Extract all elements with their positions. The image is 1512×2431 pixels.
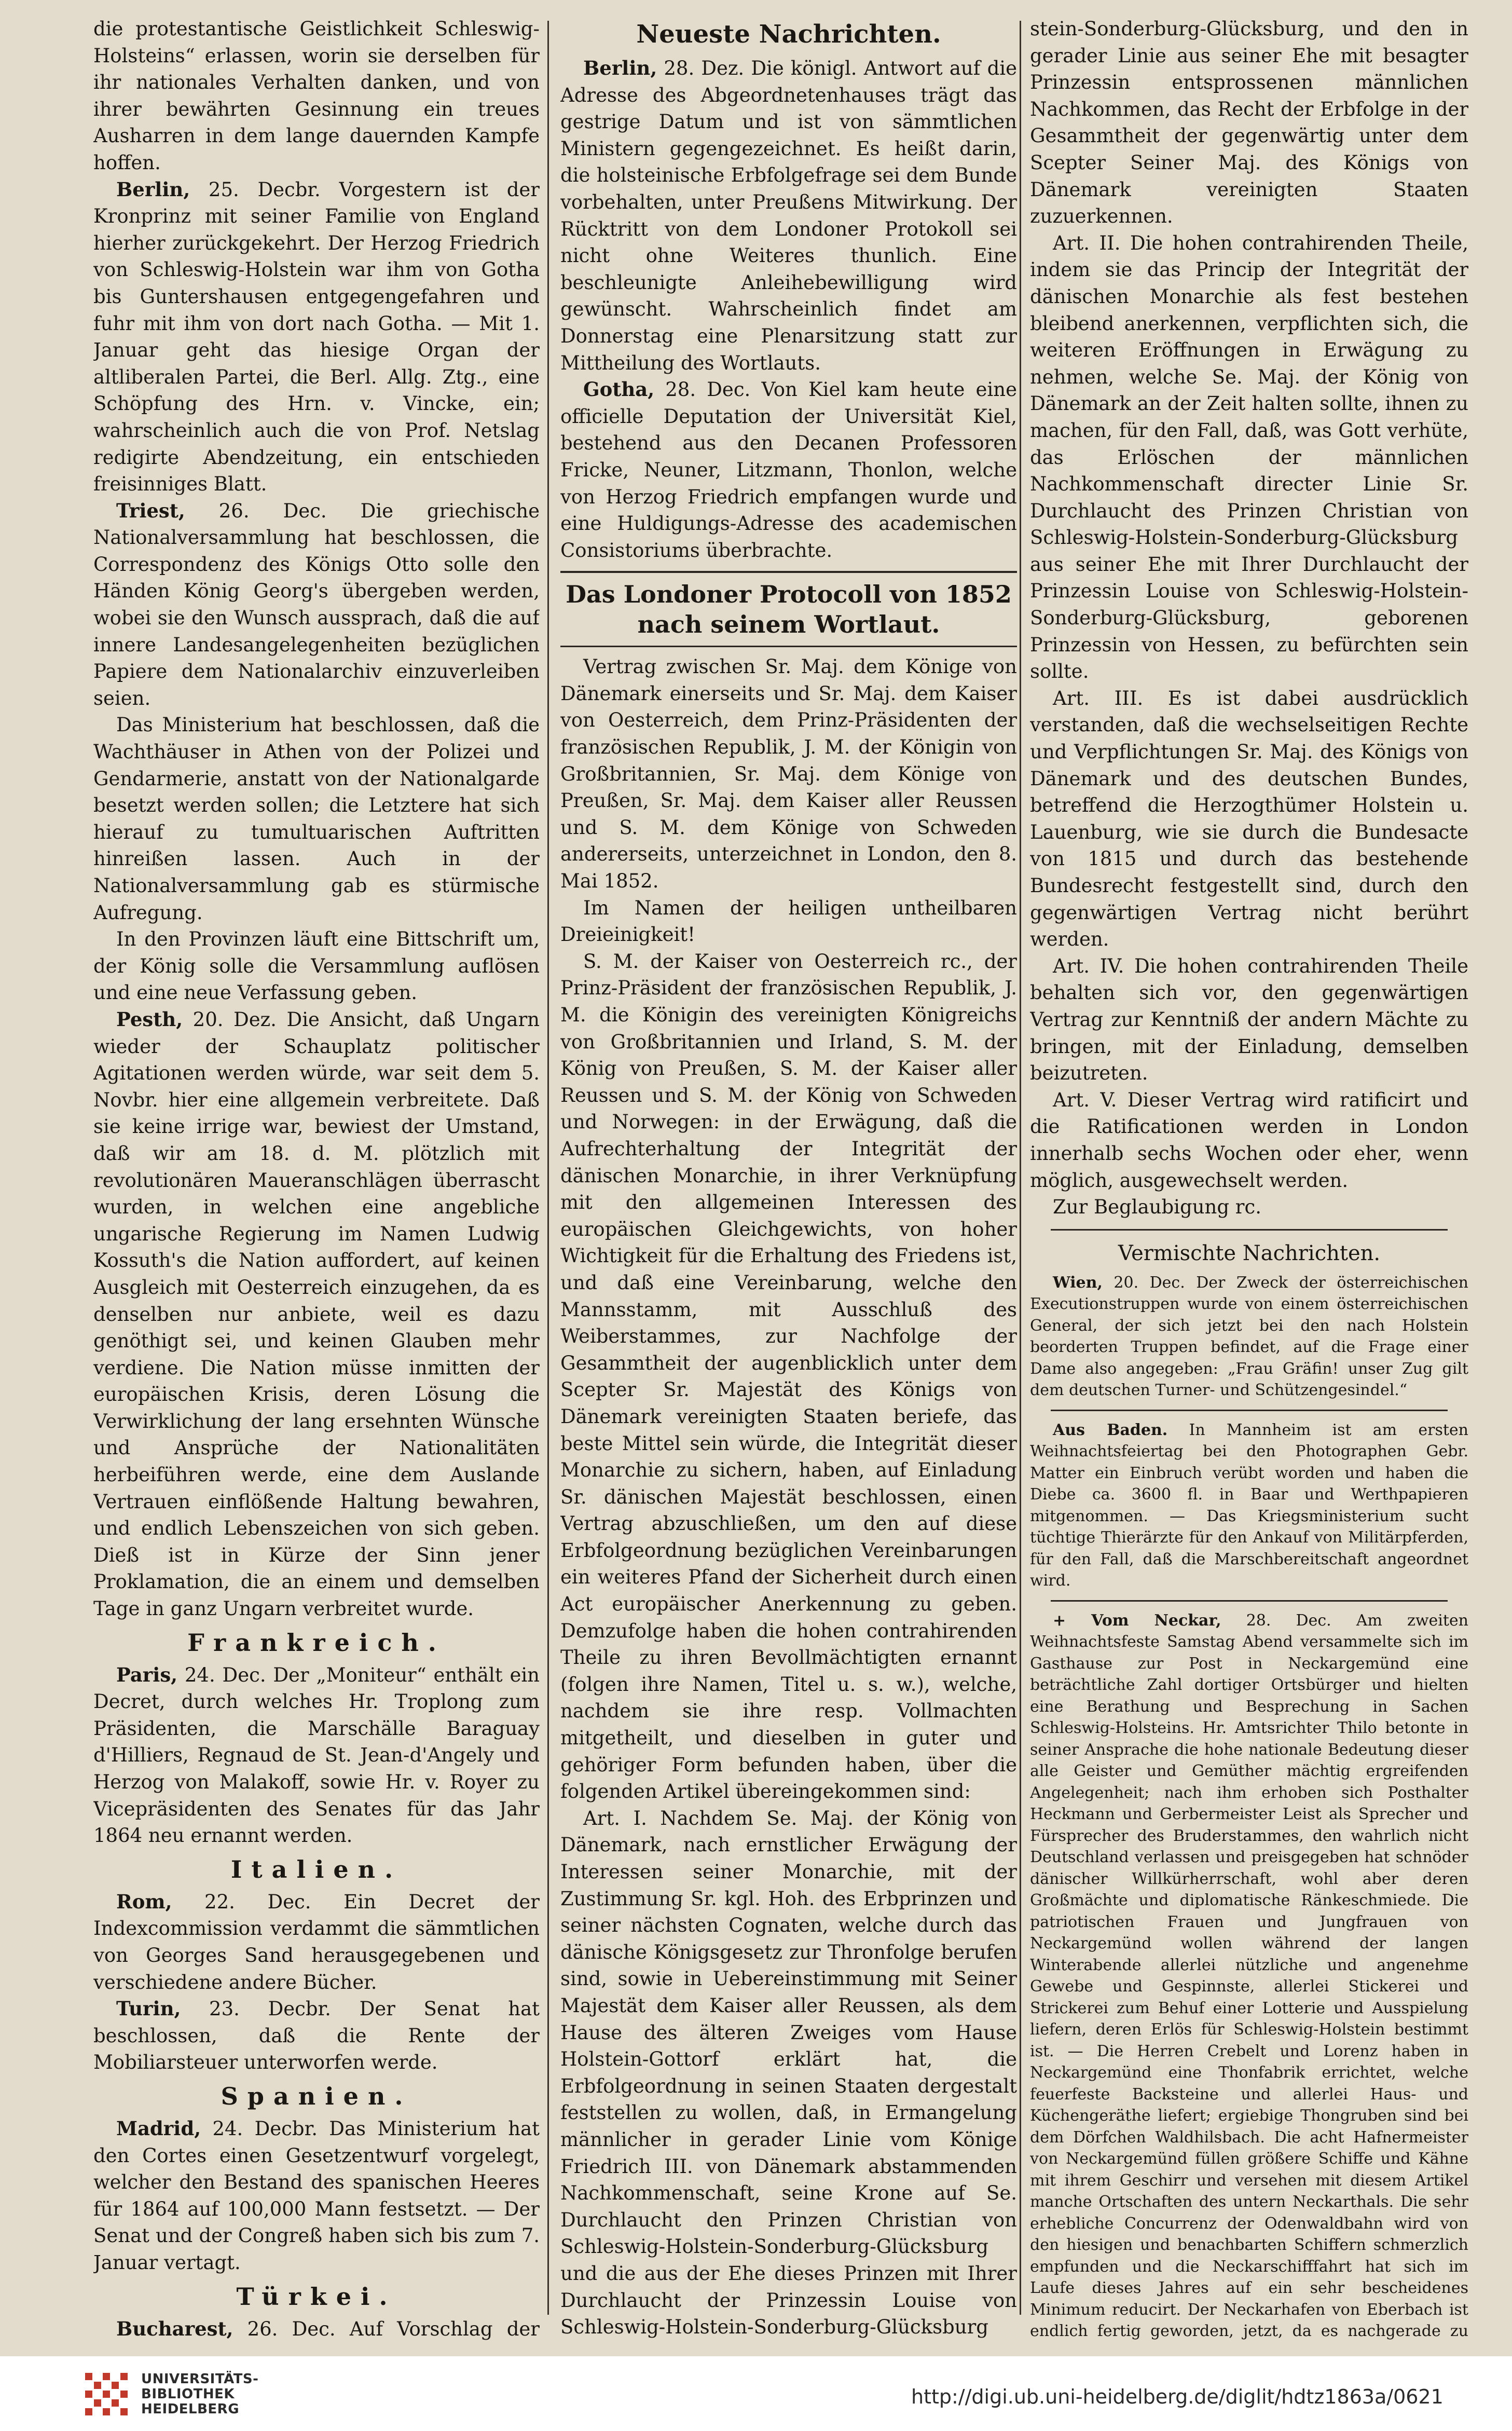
article-text: Vertrag zwischen Sr. Maj. dem Könige von Dänemark einerseits und Sr. Maj. dem Kaiser von Oesterreich, dem Prinz-Präsidenten der französischen Republik, J. M. der Königin von Großbritannien, Sr. Maj. dem Könige von Preußen, Sr. Maj. dem Kaiser aller Reussen und S. M. dem Könige von Schweden andererseits, unterzeichnet in London, den 8. Mai 1852. [560,655,1017,893]
university-library-logo-icon [82,2370,130,2418]
dateline-place: Bucharest, [116,2317,233,2340]
dateline-place: + Vom Neckar, [1053,1611,1221,1630]
document-url[interactable]: http://digi.ub.uni-heidelberg.de/diglit/hdtz1863a/0621 [911,2385,1444,2408]
article-text: In Mannheim ist am ersten Weihnachtsfeiertag bei den Photographen Gebr. Matter ein Einbruch verübt worden und haben die Diebe ca. 3600 fl. in Baar und Werthpapieren mitgenommen. — Das Kriegsministerium sucht tüchtige Thierärzte für den Ankauf von Militärpferden, für den Fall, daß die Marschbereitschaft angeordnet wird. [1030,1421,1468,1590]
article-text: die protestantische Geistlichkeit Schleswig-Holsteins“ erlassen, worin sie derselben für ihr nationales Verhalten danken, und von ihrer bewährten Gesinnung ein treues Ausharren in dem lange dauernden Kampfe hoffen. [93,18,540,174]
section-heading-vermischte: Vermischte Nachrichten. [1118,1241,1381,1265]
article-text: Das Ministerium hat beschlossen, daß die Wachthäuser in Athen von der Polizei und Gendarmerie, anstatt von der Nationalgarde besetzt werden sollen; die Letztere hat sich hierauf zu tumultuarischen Auftritten hinreißen lassen. Auch in der Nationalversammlung gab es stürmische Aufregung. [93,714,540,924]
column-2 [560,16,1017,2341]
divider [1051,1410,1448,1411]
article-text: 23. Decbr. Der Senat hat beschlossen, daß die Rente der Mobiliarsteuer unterworfen werde. [93,1998,540,2074]
section-heading-neueste-nachrichten: Neueste Nachrichten. [636,20,941,49]
column-rule [547,21,549,2315]
column-3 [1030,16,1468,2341]
footer-bar [0,2356,1512,2431]
column-rule [1020,21,1021,2315]
article-text: S. M. der Kaiser von Oesterreich rc., der Prinz-Präsident der französischen Republik, J. M. die Königin des vereinigten Königreichs von Großbritannien und Irland, S. M. der König von Preußen, S. M. der Kaiser aller Reussen und S. M. der König von Schweden und Norwegen: in der Erwägung, daß die Aufrechterhaltung der Integrität der dänischen Monarchie, in ihrer Verknüpfung mit den allgemeinen Interessen des europäischen Gleichgewichts, von hoher Wichtigkeit für die Erhaltung des Friedens ist, und daß eine Vereinbarung, welche den Mannsstamm, mit Ausschluß des Weiberstammes, zur Nachfolge der Gesammtheit der augenblicklich unter dem Scepter Sr. Majestät des Königs von Dänemark vereinigten Staaten beriefe, das beste Mittel sein würde, die Integrität dieser Monarchie zu sichern, haben, auf Einladung Sr. dänischen Majestät beschlossen, einen Vertrag abzuschließen, um den auf diese Erbfolgeordnung bezüglichen Vereinbarungen ein weiteres Pfand der Sicherheit durch einen Act europäischer Anerkennung zu geben. Demzufolge haben die hohen contrahirenden Theile zu ihren Bevollmächtigten ernannt (folgen ihre Namen, Titel u. s. w.), welche, nachdem sie ihre resp. Vollmachten mitgetheilt, und dieselben in guter und gehöriger Form befunden haben, über die folgenden Artikel übereingekommen sind: [560,950,1017,1803]
library-name-line: BIBLIOTHEK [141,2386,235,2402]
article-text: 28. Dec. Von Kiel kam heute eine officielle Deputation der Universität Kiel, bestehend aus den Decanen Professoren Fricke, Neuner, Litzmann, Thonlon, welche von Herzog Friedrich empfangen wurde und eine Huldigungs-Adresse des academischen Consistoriums überbrachte. [560,378,1017,562]
section-heading-frankreich: Frankreich. [187,1628,446,1657]
article-text: 26. Dec. Die griechische Nationalversammlung hat beschlossen, die Correspondenz des Königs Otto solle den Händen König Georg's übergeben werden, wobei sie den Wunsch aussprach, daß die auf innere Landesangelegenheiten bezüglichen Papiere dem Nationalarchiv einzuverleiben seien. [93,499,540,709]
article-text: 24. Dec. Der „Moniteur“ enthält ein Decret, durch welches Hr. Troplong zum Präsidenten, die Marschälle Baraguay d'Hilliers, Regnaud de St. Jean-d'Angely und Herzog von Malakoff, sowie Hr. v. Royer zu Vicepräsidenten des Senates für das Jahr 1864 neu ernannt werden. [93,1663,540,1847]
section-heading-tuerkei: Türkei. [236,2282,397,2311]
dateline-place: Gotha, [583,378,655,401]
dateline-place: Aus Baden. [1053,1421,1168,1439]
dateline-place: Berlin, [116,177,190,201]
library-name-line: HEIDELBERG [141,2401,240,2417]
article-text: 24. Decbr. Das Ministerium hat den Cortes einen Gesetzentwurf vorgelegt, welcher den Bestand des spanischen Heeres für 1864 auf 100,000 Mann festsetzt. — Der Senat und der Congreß haben sich bis zum 7. Januar vertagt. [93,2117,540,2274]
article-text: Art. V. Dieser Vertrag wird ratificirt und die Ratificationen werden in London innerhalb sechs Wochen oder eher, wenn möglich, ausgewechselt werden. [1030,1088,1468,1192]
article-text: stein-Sonderburg-Glücksburg, und den in gerader Linie aus seiner Ehe mit besagter Prinzessin entsprossenen männlichen Nachkommen, das Recht der Erbfolge in der Gesammtheit der gegenwärtig unter dem Scepter Seiner Maj. des Königs von Dänemark vereinigten Staaten zuzuerkennen. [1030,18,1468,228]
article-text: 26. Dec. Auf Vorschlag der [247,2317,540,2340]
library-name [141,2372,258,2417]
article-text: In den Provinzen läuft eine Bittschrift um, der König solle die Versammlung auflösen und eine neue Verfassung geben. [93,928,540,1004]
article-text: Art. III. Es ist dabei ausdrücklich verstanden, daß die wechselseitigen Rechte und Verpflichtungen Sr. Maj. des Königs von Dänemark und des deutschen Bundes, betreffend die Herzogthümer Holstein u. Lauenburg, wie sie durch die Bundesacte von 1815 und durch das bestehende Bundesrecht festgestellt sind, durch den gegenwärtigen Vertrag nicht berührt werden. [1030,687,1468,951]
divider [1051,1600,1448,1602]
dateline-place: Paris, [116,1663,178,1686]
section-heading-londoner-protocoll: Das Londoner Protocoll von 1852 nach seinem Wortlaut. [560,571,1017,647]
article-text: Art. I. Nachdem Se. Maj. der König von Dänemark, nach ernstlicher Erwägung der Interessen seiner Monarchie, mit der Zustimmung Sr. kgl. Hoh. des Erbprinzen und seiner nächsten Cognaten, welche durch das dänische Königsgesetz zur Thronfolge berufen sind, sowie in Uebereinstimmung mit Seiner Majestät dem Kaiser aller Reussen, als dem Hause des älteren Zweiges vom Hause Holstein-Gottorf erklärt hat, die Erbfolgeordnung in seinen Staaten dergestalt feststellen zu wollen, daß, in Ermangelung männlicher in gerader Linie vom Könige Friedrich III. von Dänemark abstammenden Nachkommenschaft, seine Krone auf Se. Durchlaucht den Prinzen Christian von Schleswig-Holstein-Sonderburg-Glücksburg und die aus der Ehe dieses Prinzen mit Ihrer Durchlaucht der Prinzessin Louise von Schleswig-Holstein-Sonderburg-Glücksburg [560,1807,1017,2339]
divider [1051,1229,1448,1231]
article-text: Im Namen der heiligen untheilbaren Dreieinigkeit! [560,896,1017,946]
dateline-place: Pesth, [116,1007,183,1031]
library-name-line: UNIVERSITÄTS- [141,2371,259,2387]
section-heading-spanien: Spanien. [221,2082,413,2110]
dateline-place: Wien, [1053,1273,1103,1292]
article-text: Art. IV. Die hohen contrahirenden Theile behalten sich vor, den gegenwärtigen Vertrag zur Kenntniß der andern Mächte zu bringen, mit der Einladung, demselben beizutreten. [1030,954,1468,1085]
article-text: 28. Dec. Am zweiten Weihnachtsfeste Samstag Abend versammelte sich im Gasthause zur Post in Neckargemünd eine beträchtliche Zahl dortiger Ortsbürger und hielten eine Berathung und Besprechung in Sachen Schleswig-Holsteins. Hr. Amtsrichter Thilo betonte in seiner Ansprache die hohe nationale Bedeutung dieser alle Geister und Gemüther mächtig ergreifenden Angelegenheit; nach ihm erhoben sich Posthalter Heckmann und Gerbermeister Leist als Sprecher und Fürsprecher des Bruderstammes, den wahrlich nicht Deutschland verlassen und preisgegeben hat schnöder dänischer Willkürherrschaft, wohl aber deren Großmächte und diplomatische Ränkeschmiede. Die patriotischen Frauen und Jungfrauen von Neckargemünd wollen während der langen Winterabende allerlei nützliche und angenehme Gewebe und Gespinnste, allerlei Stickerei und Strickerei zum Behuf einer Lotterie und Ausspielung liefern, deren Erlös für Schleswig-Holstein bestimmt ist. — Die Herren Crebelt und Lorenz haben in Neckargemünd eine Thonfabrik errichtet, welche feuerfeste Backsteine und allerlei Haus- und Küchengeräthe liefert; ergiebige Thongruben sind bei dem Dörfchen Waldhilsbach. Die acht Hafnermeister von Neckargemünd füllen größere Schiffe und Kähne mit ihrem Geschirr und versehen mit diesem Artikel manche Ortschaften des untern Neckarthals. Die sehr erhebliche Concurrenz der Odenwaldbahn wird von den hiesigen und benachbarten Schiffern schmerzlich empfunden und die Neckarschifffahrt hat sich im Laufe dieses Jahres auf ein sehr bescheidenes Minimum reducirt. Der Neckarhafen von Eberbach ist endlich fertig geworden, jetzt, da es nachgerade zu [1030,1611,1468,2341]
article-text: Art. II. Die hohen contrahirenden Theile, indem sie das Princip der Integrität der dänischen Monarchie als fest bestehen bleibend anerkennen, verpflichten sich, die weiteren Eröffnungen in Erwägung zu nehmen, welche Se. Maj. der König von Dänemark an der Zeit halten sollte, ihnen zu machen, für den Fall, daß, was Gott verhüte, das Erlöschen der männlichen Nachkommenschaft directer Linie Sr. Durchlaucht des Prinzen Christian von Schleswig-Holstein-Sonderburg-Glücksburg aus seiner Ehe mit Ihrer Durchlaucht der Prinzessin Louise von Schleswig-Holstein-Sonderburg-Glücksburg, geborenen Prinzessin von Hessen, zu befürchten sein sollte. [1030,231,1468,683]
dateline-place: Turin, [116,1997,181,2020]
article-text: Zur Beglaubigung rc. [1053,1196,1261,1219]
dateline-place: Berlin, [583,57,657,79]
article-text: 20. Dec. Der Zweck der österreichischen Executionstruppen wurde von einem österreichischen General, der sich jetzt bei den nach Holstein beorderten Truppen befindet, auf die Frage einer Dame also angegeben: „Frau Gräfin! unser Zug gilt dem deutschen Turner- und Schützengesindel.“ [1030,1273,1468,1400]
article-text: 25. Decbr. Vorgestern ist der Kronprinz mit seiner Familie von England hierher zurückgekehrt. Der Herzog Friedrich von Schleswig-Holstein war ihm von Gotha bis Guntershausen entgegengefahren und fuhr mit ihm von dort nach Gotha. — Mit 1. Januar geht das hiesige Organ der altliberalen Partei, die Berl. Allg. Ztg., eine Schöpfung des Hrn. v. Vincke, ein; wahrscheinlich auch die von Prof. Netslag redigirte Abendzeitung, ein entschieden freisinniges Blatt. [93,178,540,496]
article-text: 20. Dez. Die Ansicht, daß Ungarn wieder der Schauplatz politischer Agitationen werden würde, war seit dem 5. Novbr. hier eine allgemein verbreitete. Daß sie keine irrige war, bewiest der Umstand, daß wir am 18. d. M. plötzlich mit revolutionären Maueranschlägen überrascht wurden, in welchen eine angebliche ungarische Regierung im Namen Ludwig Kossuth's die Nation auffordert, auf keinen Ausgleich mit Oesterreich einzugehen, da es denselben nur anbiete, weil es dazu genöthigt sei, und keinen Glauben mehr verdiene. Die Nation müsse inmitten der europäischen Krisis, deren Lösung die Verwirklichung der lang ersehnten Wünsche und Ansprüche der Nationalitäten herbeiführen werde, eine dem Auslande Vertrauen einflößende Haltung bewahren, und endlich Lebenszeichen von sich geben. Dieß ist in Kürze der Sinn jener Proklamation, die an einem und demselben Tage in ganz Ungarn verbreitet wurde. [93,1008,540,1620]
dateline-place: Triest, [116,499,185,522]
article-text: 22. Dec. Ein Decret der Indexcommission verdammt die sämmtlichen von Georges Sand herausgegebenen und verschiedene andere Bücher. [93,1890,540,1993]
dateline-place: Rom, [116,1890,172,1913]
column-1 [93,16,540,2341]
article-text: 28. Dez. Die königl. Antwort auf die Adresse des Abgeordnetenhauses trägt das gestrige Datum und ist von sämmtlichen Ministern gegengezeichnet. Es heißt darin, die holsteinische Erbfolgefrage sei dem Bunde vorbehalten, unter Preußens Mitwirkung. Der Rücktritt von dem Londoner Protokoll sei nicht ohne Weiteres thunlich. Eine beschleunigte Anleihebewilligung wird gewünscht. Wahrscheinlich findet am Donnerstag eine Plenarsitzung statt zur Mittheilung des Wortlauts. [560,57,1017,374]
dateline-place: Madrid, [116,2116,201,2140]
section-heading-italien: Italien. [230,1855,403,1883]
